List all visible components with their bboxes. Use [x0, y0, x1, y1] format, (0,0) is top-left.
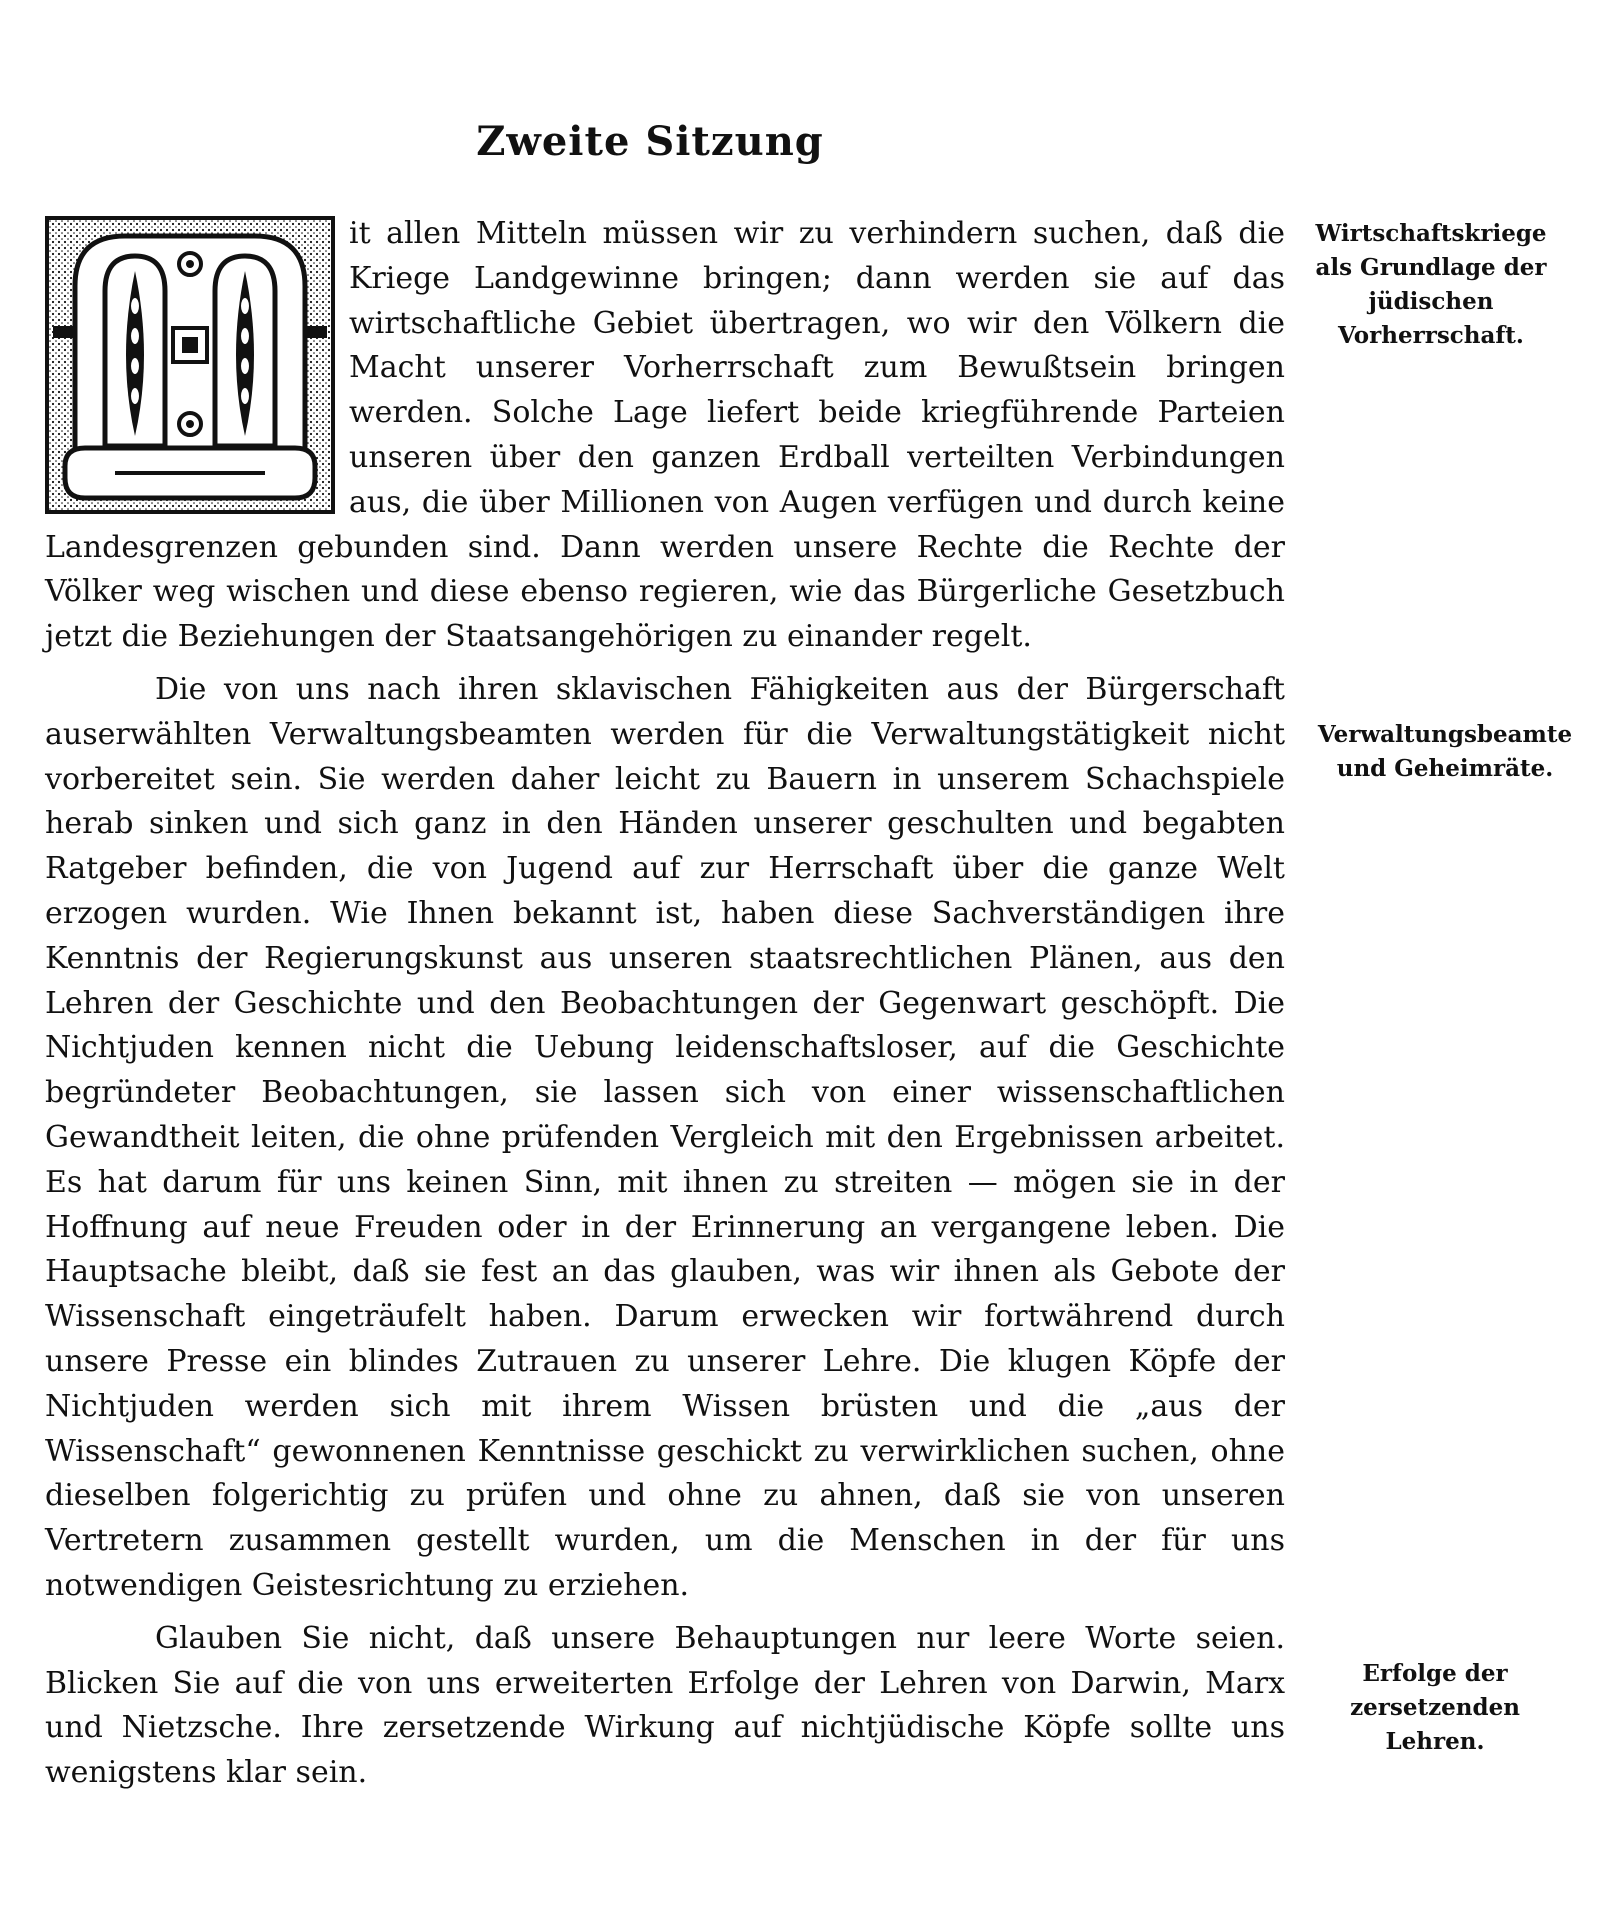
paragraph-1: it allen Mitteln müssen wir zu verhindern suchen, daß die Kriege Landgewinne bringen; dann werden sie auf das wirtschaftliche Gebiet übertragen, wo wir den Völkern die Macht unserer Vorherrschaft zum Bewußtsein bringen werden. Solche Lage liefert beide kriegführende Parteien unseren über den ganzen Erdball verteilten Verbindungen aus, die über Millionen von Augen verfügen und durch keine Landesgrenzen gebunden sind. Dann werden unsere Rechte die Rechte der Völker weg wischen und diese ebenso regieren, wie das Bürgerliche Gesetzbuch jetzt die Beziehungen der Staatsangehörigen zu einander regelt.	[45, 216, 1285, 655]
margin-note-doctrines: Erfolge der zersetzenden Lehren.	[1350, 1660, 1520, 1755]
margin-note-administration: Verwaltungsbeamte und Geheimräte.	[1317, 721, 1573, 782]
page-title: Zweite Sitzung	[476, 118, 824, 165]
body-text	[45, 212, 1285, 1796]
ornamental-initial-m-icon	[45, 216, 335, 514]
paragraph-3: Glauben Sie nicht, daß unsere Behauptungen nur leere Worte seien. Blicken Sie auf die von uns erweiterten Erfolge der Lehren von Darwin, Marx und Nietzsche. Ihre zersetzende Wirkung auf nichtjüdische Köpfe sollte uns wenigstens klar sein.	[45, 1620, 1285, 1791]
margin-note-economic-wars: Wirtschaftskriege als Grundlage der jüdischen Vorherrschaft.	[1315, 220, 1547, 349]
paragraph-2: Die von uns nach ihren sklavischen Fähigkeiten aus der Bürgerschaft auserwählten Verwaltungsbeamten werden für die Verwaltungstätigkeit nicht vorbereitet sein. Sie werden daher leicht zu Bauern in unserem Schachspiele herab sinken und sich ganz in den Händen unserer geschulten und begabten Ratgeber befinden, die von Jugend auf zur Herrschaft über die ganze Welt erzogen wurden. Wie Ihnen bekannt ist, haben diese Sachverständigen ihre Kenntnis der Regierungskunst aus unseren staatsrechtlichen Plänen, aus den Lehren der Geschichte und den Beobachtungen der Gegenwart geschöpft. Die Nichtjuden kennen nicht die Uebung leidenschaftsloser, auf die Geschichte begründeter Beobachtungen, sie lassen sich von einer wissenschaftlichen Gewandtheit leiten, die ohne prüfenden Vergleich mit den Ergebnissen arbeitet. Es hat darum für uns keinen Sinn, mit ihnen zu streiten — mögen sie in der Hoffnung auf neue Freuden oder in der Erinnerung an vergangene leben. Die Hauptsache bleibt, daß sie fest an das glauben, was wir ihnen als Gebote der Wissenschaft eingeträufelt haben. Darum erwecken wir fortwährend durch unsere Presse ein blindes Zutrauen zu unserer Lehre. Die klugen Köpfe der Nichtjuden werden sich mit ihrem Wissen brüsten und die „aus der Wissenschaft“ gewonnenen Kenntnisse geschickt zu verwirklichen suchen, ohne dieselben folgerichtig zu prüfen und ohne zu ahnen, daß sie von unseren Vertretern zusammen gestellt wurden, um die Menschen in der für uns notwendigen Geistesrichtung zu erziehen.	[45, 671, 1285, 1603]
